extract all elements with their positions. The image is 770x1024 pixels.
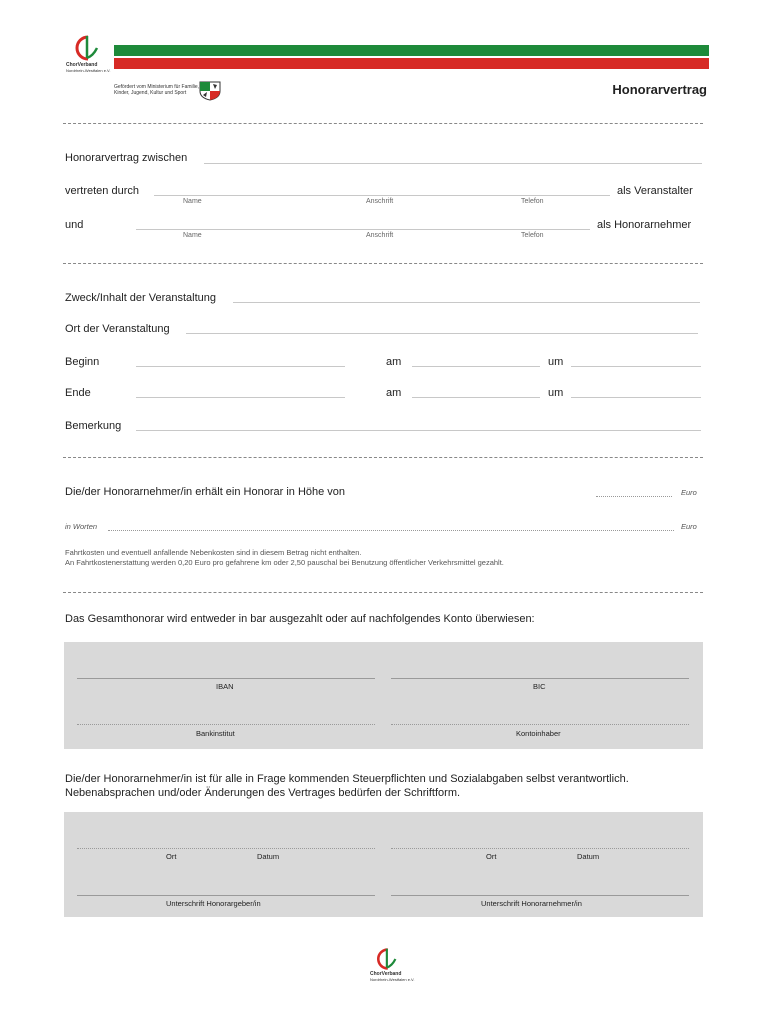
terms-line-1: Die/der Honorarnehmer/in ist für alle in Frage kommenden Steuerpflichten und Sozialabgaben selbst verantwortlich.	[65, 773, 629, 785]
footer-logo	[366, 947, 415, 985]
contract-between-field[interactable]	[204, 163, 702, 164]
start-time-label: um	[548, 356, 564, 368]
signature-label-contractor: Unterschrift Honorarnehmer/in	[481, 899, 582, 908]
remark-label: Bemerkung	[65, 420, 122, 432]
funding-text	[114, 84, 199, 96]
travel-note-2: An Fahrtkostenerstattung werden 0,20 Euro pro gefahrene km oder 2,50 pauschal bei Benutzung öffentlicher Verkehrsmittel gezahlt.	[65, 558, 504, 567]
footer-logo-mark	[373, 947, 399, 971]
header-green-bar	[114, 45, 709, 56]
end-date-field[interactable]	[412, 397, 540, 398]
name-sublabel: Name	[183, 198, 202, 205]
remark-field[interactable]	[136, 430, 701, 431]
end-time-field[interactable]	[571, 397, 701, 398]
signature-field-employer[interactable]	[77, 895, 375, 896]
organizer-label: als Veranstalter	[617, 185, 693, 197]
divider	[63, 592, 703, 593]
divider	[63, 457, 703, 458]
payment-intro: Das Gesamthonorar wird entweder in bar ausgezahlt oder auf nachfolgendes Konto überwiesen:	[65, 613, 535, 625]
bank-label: Bankinstitut	[196, 729, 235, 738]
logo-text-1: ChorVerband	[66, 62, 98, 68]
terms-text	[65, 772, 715, 800]
footer-logo-text-2: Nordrhein-Westfalen e.V.	[370, 977, 415, 982]
fee-currency: Euro	[681, 488, 697, 497]
date-label-left: Datum	[257, 852, 280, 861]
chorverband-logo	[62, 34, 110, 74]
start-date-label: am	[386, 356, 402, 368]
footer-logo-text-1: ChorVerband	[370, 971, 402, 977]
travel-note-1: Fahrtkosten und eventuell anfallende Nebenkosten sind in diesem Betrag nicht enthalten.	[65, 548, 362, 557]
name-sublabel: Name	[183, 232, 202, 239]
start-time-field[interactable]	[571, 366, 701, 367]
funding-line-2: Kinder, Jugend, Kultur und Sport	[114, 90, 187, 96]
signature-box	[64, 812, 703, 917]
end-time-label: um	[548, 387, 564, 399]
divider	[63, 263, 703, 264]
location-label: Ort der Veranstaltung	[65, 323, 170, 335]
phone-sublabel: Telefon	[521, 232, 544, 239]
end-date-label: am	[386, 387, 402, 399]
contractor-field[interactable]	[136, 229, 590, 230]
signature-field-contractor[interactable]	[391, 895, 689, 896]
place-label-right: Ort	[486, 852, 497, 861]
in-words-label: in Worten	[65, 522, 98, 531]
chorverband-logo-mark	[71, 34, 101, 62]
address-sublabel: Anschrift	[366, 232, 394, 239]
fee-label: Die/der Honorarnehmer/in erhält ein Honorar in Höhe von	[65, 486, 346, 498]
funding-line-1: Gefördert vom Ministerium für Familie,	[114, 84, 200, 90]
holder-label: Kontoinhaber	[516, 729, 561, 738]
bank-field[interactable]	[77, 724, 375, 725]
end-field[interactable]	[136, 397, 345, 398]
holder-field[interactable]	[391, 724, 689, 725]
purpose-label: Zweck/Inhalt der Veranstaltung	[65, 292, 217, 304]
address-sublabel: Anschrift	[366, 198, 394, 205]
contract-between-label: Honorarvertrag zwischen	[65, 152, 188, 164]
bic-label: BIC	[533, 682, 546, 691]
phone-sublabel: Telefon	[521, 198, 544, 205]
purpose-field[interactable]	[233, 302, 700, 303]
document-title: Honorarvertrag	[612, 82, 707, 97]
divider	[63, 123, 703, 124]
logo-text-2: Nordrhein-Westfalen e.V.	[66, 68, 111, 73]
place-label-left: Ort	[166, 852, 177, 861]
terms-line-2: Nebenabsprachen und/oder Änderungen des Vertrages bedürfen der Schriftform.	[65, 787, 461, 799]
bic-field[interactable]	[391, 678, 689, 679]
represented-by-label: vertreten durch	[65, 185, 139, 197]
date-label-right: Datum	[577, 852, 600, 861]
start-date-field[interactable]	[412, 366, 540, 367]
in-words-field[interactable]	[108, 530, 674, 531]
organizer-field[interactable]	[154, 195, 610, 196]
location-field[interactable]	[186, 333, 698, 334]
iban-field[interactable]	[77, 678, 375, 679]
signature-label-employer: Unterschrift Honorargeber/in	[166, 899, 261, 908]
start-field[interactable]	[136, 366, 345, 367]
bank-details-box	[64, 642, 703, 749]
fee-amount-field[interactable]	[596, 496, 672, 497]
nrw-crest-icon	[198, 81, 222, 101]
in-words-currency: Euro	[681, 522, 697, 531]
header-red-bar	[114, 58, 709, 69]
end-label: Ende	[65, 387, 91, 399]
contractor-label: als Honorarnehmer	[597, 219, 692, 231]
start-label: Beginn	[65, 356, 100, 368]
iban-label: IBAN	[216, 682, 234, 691]
place-date-field-left[interactable]	[77, 848, 375, 849]
place-date-field-right[interactable]	[391, 848, 689, 849]
and-label: und	[65, 219, 84, 231]
